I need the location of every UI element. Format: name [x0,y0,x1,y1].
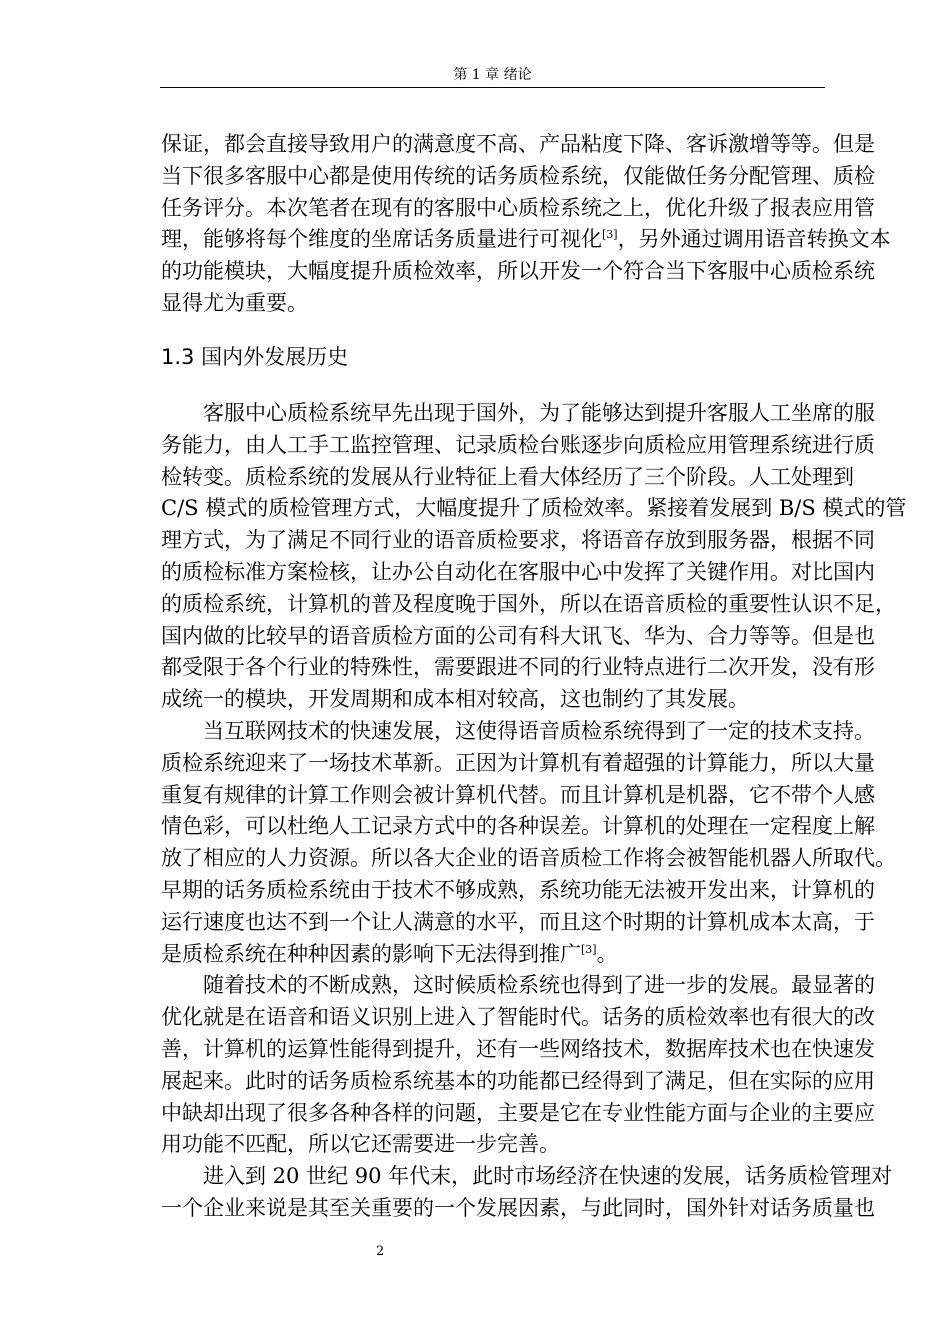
text-line: 随着技术的不断成熟，这时候质检系统也得到了进一步的发展。最显著的 [203,973,875,998]
text-line: 用功能不匹配，所以它还需要进一步完善。 [161,1132,560,1157]
text-line: C/S 模式的质检管理方式，大幅度提升了质检效率。紧接着发展到 B/S 模式的管 [161,496,907,521]
text-line: 重复有规律的计算工作则会被计算机代替。而且计算机是机器，它不带个人感 [161,782,875,807]
running-header: 第 1 章 绪论 [453,67,532,83]
text-line: 客服中心质检系统早先出现于国外，为了能够达到提升客服人工坐席的服 [203,401,875,425]
text-line: 显得尤为重要。 [161,290,308,315]
text-line: 质检系统迎来了一场技术革新。正因为计算机有着超强的计算能力，所以大量 [161,750,875,775]
text-line: 任务评分。本次笔者在现有的客服中心质检系统之上，优化升级了报表应用管 [161,195,875,220]
body-flow [161,398,907,1225]
text-line: 早期的话务质检系统由于技术不够成熟，系统功能无法被开发出来，计算机的 [161,877,875,902]
text-line: 都受限于各个行业的特殊性，需要跟进不同的行业特点进行二次开发，没有形 [161,655,875,680]
citation-ref: [3] [581,942,597,956]
page-number: 2 [376,1244,385,1259]
text-line: 情色彩，可以杜绝人工记录方式中的各种误差。计算机的处理在一定程度上解 [161,814,875,839]
text-line: 放了相应的人力资源。所以各大企业的语音质检工作将会被智能机器人所取代。 [161,846,896,871]
text-line: 理，能够将每个维度的坐席话务质量进行可视化[3]，另外通过调用语音转换文本 [161,227,891,252]
text-line: 理方式，为了满足不同行业的语音质检要求，将语音存放到服务器，根据不同 [161,528,875,553]
text-line: 检转变。质检系统的发展从行业特征上看大体经历了三个阶段。人工处理到 [161,464,854,489]
paragraph [161,398,907,716]
text-line: 中缺却出现了很多各种各样的问题，主要是它在专业性能方面与企业的主要应 [161,1100,875,1125]
text-line: 善，计算机的运算性能得到提升，还有一些网络技术，数据库技术也在快速发 [161,1036,875,1061]
text-line: 优化就是在语音和语义识别上进入了智能时代。话务的质检效率也有很大的改 [161,1005,875,1030]
paragraph [161,970,875,1161]
text-line: 的质检标准方案检核，让办公自动化在客服中心中发挥了关键作用。对比国内 [161,559,875,584]
section-heading: 1.3 国内外发展历史 [161,345,349,369]
text-line: 进入到 20 世纪 90 年代末，此时市场经济在快速的发展，话务质检管理对 [203,1164,893,1189]
text-line: 国内做的比较早的语音质检方面的公司有科大讯飞、华为、合力等等。但是也 [161,623,875,648]
text-line: 展起来。此时的话务质检系统基本的功能都已经得到了满足，但在实际的应用 [161,1068,875,1093]
text-line: 当互联网技术的快速发展，这使得语音质检系统得到了一定的技术支持。 [203,718,875,743]
paragraph [161,129,891,320]
text-line: 的功能模块，大幅度提升质检效率，所以开发一个符合当下客服中心质检系统 [161,259,875,284]
paragraph [161,129,891,320]
header-rule [160,87,825,88]
paragraph [161,716,896,970]
paragraph [161,1161,893,1225]
text-line: 保证，都会直接导致用户的满意度不高、产品粘度下降、客诉激增等等。但是 [161,132,875,156]
text-line: 运行速度也达不到一个让人满意的水平，而且这个时期的计算机成本太高，于 [161,909,875,934]
text-line: 成统一的模块，开发周期和成本相对较高，这也制约了其发展。 [161,687,749,712]
text-line: 务能力，由人工手工监控管理、记录质检台账逐步向质检应用管理系统进行质 [161,432,875,457]
text-line: 的质检系统，计算机的普及程度晚于国外，所以在语音质检的重要性认识不足， [161,591,896,616]
text-line: 当下很多客服中心都是使用传统的话务质检系统，仅能做任务分配管理、质检 [161,163,875,188]
text-line: 是质检系统在种种因素的影响下无法得到推广[3]。 [161,941,618,966]
citation-ref: [3] [602,228,618,242]
text-line: 一个企业来说是其至关重要的一个发展因素，与此同时，国外针对话务质量也 [161,1195,875,1220]
